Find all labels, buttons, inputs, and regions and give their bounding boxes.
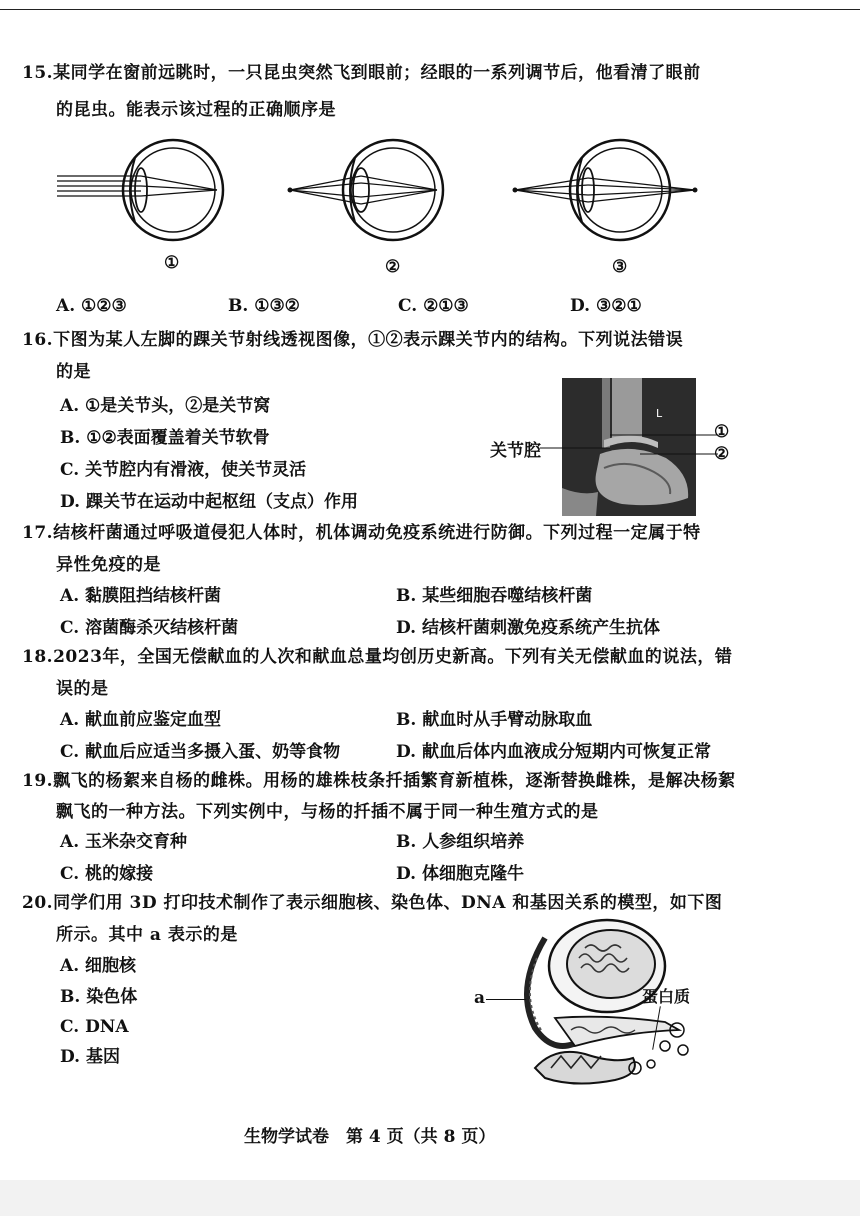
page-footer: 生物学试卷 第 4 页（共 8 页）	[244, 1127, 496, 1147]
question-16	[22, 325, 842, 356]
eye-diagram-1	[55, 138, 235, 248]
question-number: 17.	[22, 523, 54, 543]
option-c: C. 献血后应适当多摄入蛋、奶等食物	[60, 742, 341, 762]
joint-cavity-label: 关节腔	[490, 441, 541, 461]
eye-diagram-3	[510, 138, 700, 248]
option-b: B. 献血时从手臂动脉取血	[396, 710, 593, 730]
chromosome-model-image	[515, 918, 705, 1098]
label-a: a	[474, 988, 486, 1008]
option-a: A. ①是关节头，②是关节窝	[60, 396, 271, 416]
option-b: B. 染色体	[60, 987, 138, 1007]
figure-label-3: ③	[612, 257, 628, 277]
question-number: 18.	[22, 647, 54, 667]
question-number: 16.	[22, 330, 54, 350]
option-a: A. 献血前应鉴定血型	[60, 710, 222, 730]
option-a: A. 黏膜阻挡结核杆菌	[60, 586, 222, 606]
option-c: C. DNA	[60, 1017, 129, 1037]
bottom-band	[0, 1180, 860, 1216]
marker-2: ②	[714, 444, 730, 464]
question-number: 15.	[22, 63, 54, 83]
eye-diagram-2	[285, 138, 465, 248]
question-15	[22, 58, 842, 89]
option-b: B. 某些细胞吞噬结核杆菌	[396, 586, 593, 606]
question-19-line2: 飘飞的一种方法。下列实例中，与杨的扦插不属于同一种生殖方式的是	[56, 802, 599, 822]
label-protein: 蛋白质	[642, 987, 691, 1006]
figure-label-1: ①	[164, 253, 180, 273]
question-16-line2: 的是	[56, 362, 91, 382]
figure-label-2: ②	[385, 257, 401, 277]
question-18	[22, 642, 842, 673]
option-d: D. ③②①	[570, 296, 642, 316]
top-rule	[0, 9, 860, 10]
option-b: B. ①②表面覆盖着关节软骨	[60, 428, 270, 448]
question-text: 下图为某人左脚的踝关节射线透视图像，①②表示踝关节内的结构。下列说法错误	[53, 330, 684, 350]
question-17	[22, 518, 842, 549]
marker-1: ①	[714, 422, 730, 442]
question-number: 19.	[22, 771, 54, 791]
option-d: D. 基因	[60, 1047, 120, 1067]
option-b: B. 人参组织培养	[396, 832, 525, 852]
option-d: D. 结核杆菌刺激免疫系统产生抗体	[396, 618, 660, 638]
option-a: A. 细胞核	[60, 956, 137, 976]
question-number: 20.	[22, 893, 54, 913]
label-a-line	[486, 999, 526, 1000]
option-c: C. ②①③	[398, 296, 469, 316]
question-20	[22, 888, 842, 919]
question-text: 飘飞的杨絮来自杨的雌株。用杨的雄株枝条扦插繁育新植株，逐渐替换雌株，是解决杨絮	[53, 771, 736, 791]
option-c: C. 关节腔内有滑液，使关节灵活	[60, 460, 307, 480]
pointer-lines	[540, 428, 720, 458]
option-d: D. 踝关节在运动中起枢纽（支点）作用	[60, 492, 358, 512]
question-17-line2: 异性免疫的是	[56, 555, 161, 575]
question-19	[22, 766, 842, 797]
question-text: 结核杆菌通过呼吸道侵犯人体时，机体调动免疫系统进行防御。下列过程一定属于特	[53, 523, 701, 543]
xray-marker: L	[656, 407, 663, 420]
option-a: A. ①②③	[56, 296, 127, 316]
option-d: D. 献血后体内血液成分短期内可恢复正常	[396, 742, 711, 762]
option-a: A. 玉米杂交育种	[60, 832, 188, 852]
question-20-line2: 所示。其中 a 表示的是	[56, 925, 238, 945]
option-d: D. 体细胞克隆牛	[396, 864, 524, 884]
option-b: B. ①③②	[228, 296, 300, 316]
question-text: 某同学在窗前远眺时，一只昆虫突然飞到眼前；经眼的一系列调节后，他看清了眼前	[53, 63, 701, 83]
question-text: 同学们用 3D 打印技术制作了表示细胞核、染色体、DNA 和基因关系的模型，如下图	[53, 893, 723, 913]
option-c: C. 桃的嫁接	[60, 864, 154, 884]
question-18-line2: 误的是	[56, 679, 109, 699]
question-text: 2023年，全国无偿献血的人次和献血总量均创历史新高。下列有关无偿献血的说法，错	[53, 647, 733, 667]
question-15-line2: 的昆虫。能表示该过程的正确顺序是	[56, 100, 336, 120]
option-c: C. 溶菌酶杀灭结核杆菌	[60, 618, 239, 638]
